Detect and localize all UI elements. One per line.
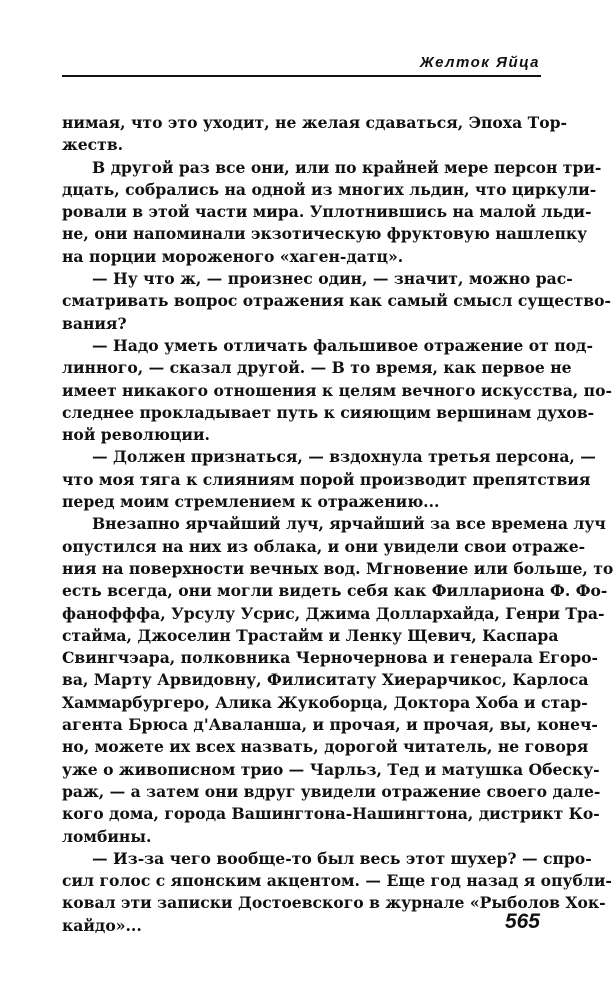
- text-line: перед моим стремлением к отражению...: [62, 492, 440, 512]
- text-line: ной революции.: [62, 425, 210, 445]
- text-line: В другой раз все они, или по крайней мере персон три-: [92, 157, 602, 177]
- text-line: не, они напоминали экзотическую фруктовую нашлепку: [62, 224, 588, 244]
- text-line: но, можете их всех назвать, дорогой читатель, не говоря: [62, 737, 589, 757]
- text-line: опустился на них из облака, и они увидели свои отраже-: [62, 536, 586, 556]
- text-line: агента Брюса д'Аваланша, и прочая, и прочая, вы, конеч-: [62, 715, 598, 735]
- paragraph: [62, 513, 613, 847]
- text-line: Свингчэара, полковника Черночернова и генерала Егоро-: [62, 648, 598, 668]
- text-line: — Надо уметь отличать фальшивое отражение от под-: [92, 335, 593, 355]
- text-line: ломбины.: [62, 826, 152, 846]
- text-line: кайдо»...: [62, 915, 142, 935]
- text-line: ровали в этой части мира. Уплотнившись на малой льди-: [62, 202, 592, 222]
- text-line: на порции мороженого «хаген-датц».: [62, 246, 404, 266]
- text-line: дцать, собрались на одной из многих льдин, что циркули-: [62, 179, 597, 199]
- header-rule: [62, 75, 541, 77]
- paragraph: [62, 848, 612, 937]
- text-line: ковал эти записки Достоевского в журнале «Рыболов Хок-: [62, 893, 606, 913]
- paragraph: [62, 268, 611, 335]
- text-line: раж, — а затем они вдруг увидели отражение своего дале-: [62, 781, 601, 801]
- paragraph: [62, 112, 568, 157]
- text-line: есть всегда, они могли видеть себя как Филлариона Ф. Фо-: [62, 581, 608, 601]
- text-line: ния на поверхности вечных вод. Мгновение или больше, то: [62, 558, 613, 578]
- paragraph: [62, 335, 612, 446]
- text-line: кого дома, города Вашингтона-Нашингтона, дистрикт Ко-: [62, 804, 600, 824]
- text-line: сил голос с японским акцентом. — Еще год назад я опубли-: [62, 871, 612, 891]
- running-head: Желток Яйца: [419, 54, 540, 71]
- paragraph: [62, 157, 602, 268]
- paragraph: [62, 446, 596, 513]
- text-line: — Ну что ж, — произнес один, — значит, можно рас-: [92, 269, 573, 289]
- text-line: — Из-за чего вообще-то был весь этот шухер? — спро-: [92, 848, 592, 868]
- text-line: что моя тяга к слияниям порой производит препятствия: [62, 469, 591, 489]
- text-line: — Должен признаться, — вздохнула третья персона, —: [92, 447, 596, 467]
- text-line: жеств.: [62, 135, 124, 155]
- text-line: нимая, что это уходит, не желая сдаваться, Эпоха Тор-: [62, 113, 568, 132]
- text-line: стайма, Джоселин Трастайм и Ленку Щевич, Каспара: [62, 625, 559, 645]
- text-line: линного, — сказал другой. — В то время, как первое не: [62, 358, 572, 378]
- text-line: Хаммарбургеро, Алика Жукоборца, Доктора Хоба и стар-: [62, 692, 588, 712]
- text-line: ва, Марту Арвидовну, Филиситату Хиерарчикос, Карлоса: [62, 670, 589, 690]
- page-number: 565: [504, 910, 540, 933]
- body-text: [62, 112, 613, 937]
- text-line: Внезапно ярчайший луч, ярчайший за все времена луч: [92, 514, 606, 534]
- text-line: фанофффа, Урсулу Усрис, Джима Доллархайда, Генри Тра-: [62, 603, 605, 623]
- text-line: сматривать вопрос отражения как самый смысл существо-: [62, 291, 611, 311]
- text-line: уже о живописном трио — Чарльз, Тед и матушка Обеску-: [62, 759, 600, 779]
- text-line: имеет никакого отношения к целям вечного искусства, по-: [62, 380, 612, 400]
- text-line: вания?: [62, 313, 127, 333]
- text-line: следнее прокладывает путь к сияющим вершинам духов-: [62, 402, 595, 422]
